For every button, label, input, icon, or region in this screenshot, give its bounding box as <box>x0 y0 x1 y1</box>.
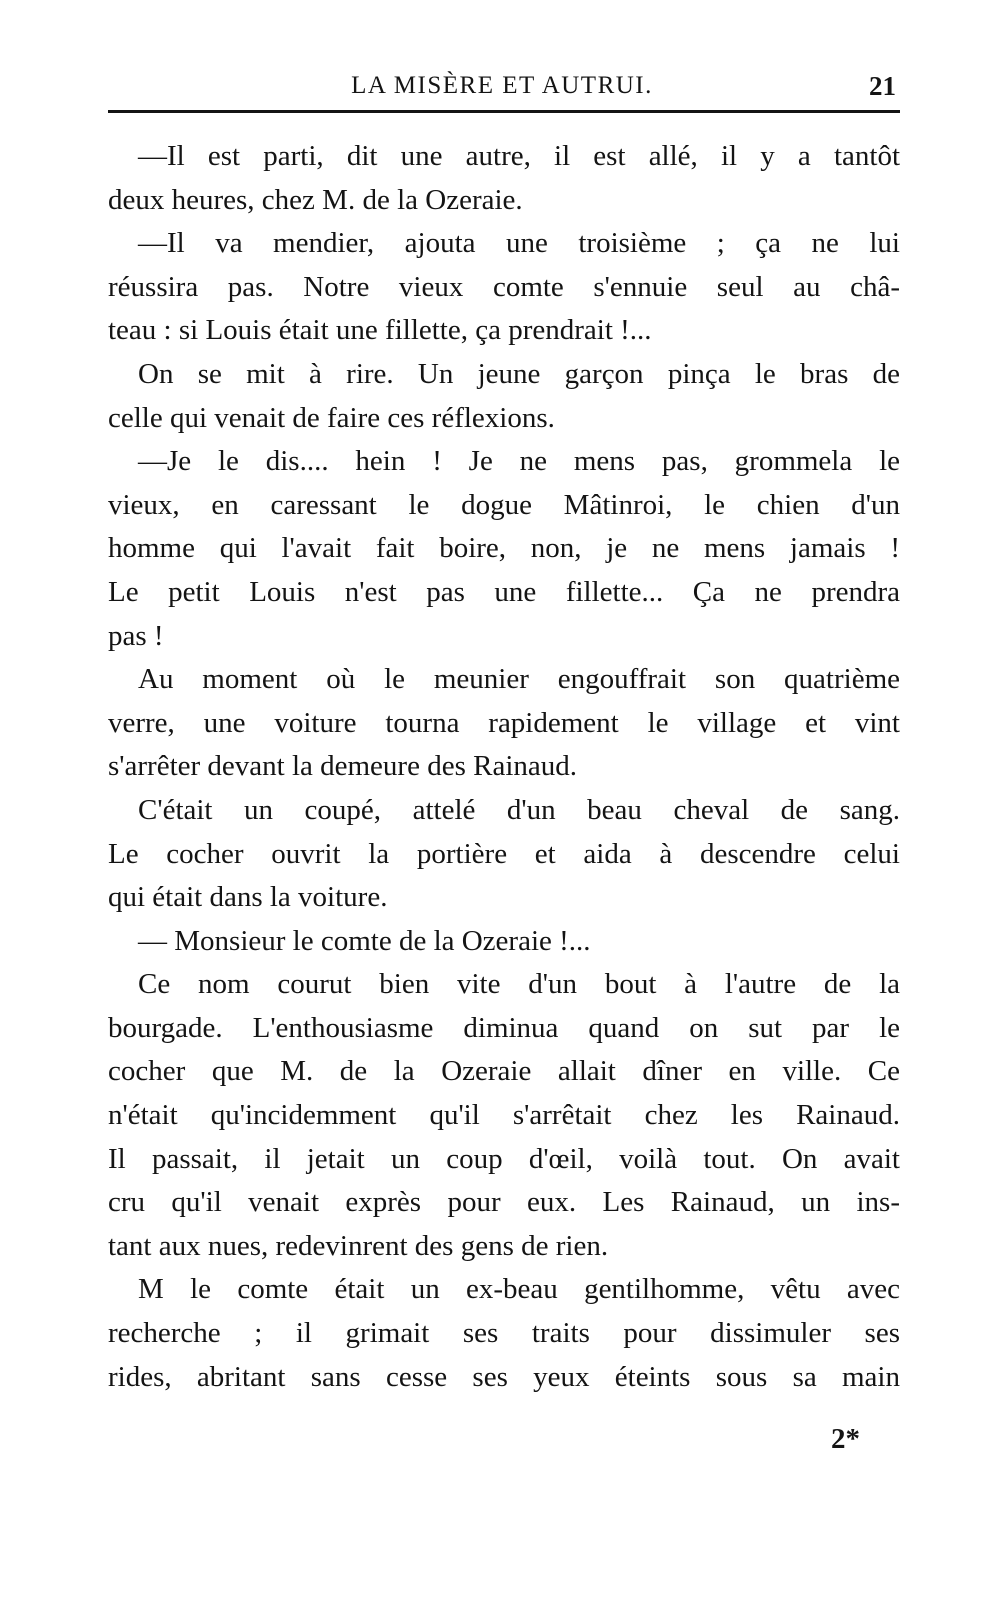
text-line: s'arrêter devant la demeure des Rainaud. <box>108 750 578 783</box>
text-line: Il passait, il jetait un coup d'œil, voilà tout. On avait <box>108 1142 900 1175</box>
text-line: vieux, en caressant le dogue Mâtinroi, le chien d'un <box>108 488 900 521</box>
text-line: Au moment où le meunier engouffrait son quatrième <box>138 663 900 696</box>
text-line: —Il va mendier, ajouta une troisième ; ça ne lui <box>138 227 900 260</box>
text-line: réussira pas. Notre vieux comte s'ennuie seul au châ- <box>108 270 900 303</box>
text-line: bourgade. L'enthousiasme diminua quand on sut par le <box>108 1011 900 1044</box>
text-line: cocher que M. de la Ozeraie allait dîner en ville. Ce <box>108 1055 900 1088</box>
text-line: —Il est parti, dit une autre, il est allé, il y a tantôt <box>138 140 900 172</box>
text-line: n'était qu'incidemment qu'il s'arrêtait chez les Rainaud. <box>108 1099 900 1132</box>
text-line: C'était un coupé, attelé d'un beau cheval de sang. <box>138 793 900 826</box>
text-line: rides, abritant sans cesse ses yeux éteints sous sa main <box>108 1360 900 1393</box>
text-line: —Je le dis.... hein ! Je ne mens pas, grommela le <box>138 445 900 478</box>
text-line: Le petit Louis n'est pas une fillette... Ça ne prendra <box>108 575 900 608</box>
text-line: pas ! <box>108 619 164 652</box>
text-line: Ce nom courut bien vite d'un bout à l'autre de la <box>138 968 900 1001</box>
text-line: Le cocher ouvrit la portière et aida à descendre celui <box>108 837 900 870</box>
text-line: qui était dans la voiture. <box>108 881 388 914</box>
text-line: celle qui venait de faire ces réflexions. <box>108 401 555 434</box>
text-line: teau : si Louis était une fillette, ça prendrait !... <box>108 314 652 347</box>
body-text <box>108 135 900 1399</box>
text-line: — Monsieur le comte de la Ozeraie !... <box>138 924 591 957</box>
text-line: M le comte était un ex-beau gentilhomme, vêtu avec <box>138 1273 900 1306</box>
text-line: verre, une voiture tourna rapidement le village et vint <box>108 706 900 739</box>
header-rule <box>108 110 900 113</box>
text-line: cru qu'il venait exprès pour eux. Les Rainaud, un ins- <box>108 1186 900 1219</box>
text-line: On se mit à rire. Un jeune garçon pinça le bras de <box>138 357 900 390</box>
running-title: LA MISÈRE ET AUTRUI. <box>351 72 653 99</box>
text-line: homme qui l'avait fait boire, non, je ne mens jamais ! <box>108 532 900 565</box>
text-line: deux heures, chez M. de la Ozeraie. <box>108 183 523 216</box>
page-number: 21 <box>869 71 896 101</box>
signature-mark: 2* <box>831 1423 860 1455</box>
text-line: tant aux nues, redevinrent des gens de rien. <box>108 1229 609 1262</box>
text-line: recherche ; il grimait ses traits pour dissimuler ses <box>108 1317 900 1350</box>
